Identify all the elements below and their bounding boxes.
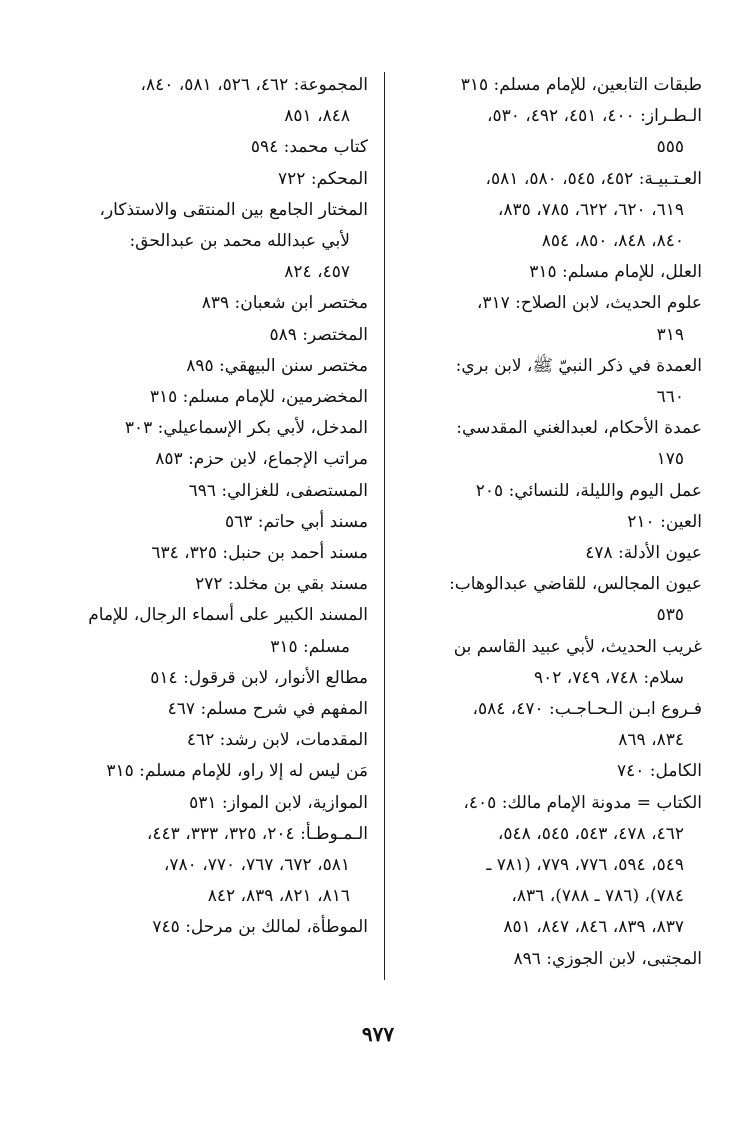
index-entry-line: ٥٥٥: [656, 137, 684, 158]
index-entry-line: ٤٥٧، ٨٢٤: [284, 262, 350, 283]
column-divider: [384, 72, 385, 980]
index-entry-line: مسند أبي حاتم: ٥٦٣: [224, 511, 368, 532]
index-entry-line: العين: ٢١٠: [627, 511, 702, 532]
index-entry-line: مسند أحمد بن حنبل: ٣٢٥، ٦٣٤: [151, 543, 368, 564]
index-entry-line: المخضرمين، للإمام مسلم: ٣١٥: [149, 387, 368, 408]
index-entry-line: مراتب الإجماع، لابن حزم: ٨٥٣: [155, 449, 368, 470]
index-entry-line: مَن ليس له إلا راو، للإمام مسلم: ٣١٥: [106, 761, 368, 782]
index-entry-line: علوم الحديث، لابن الصلاح: ٣١٧،: [476, 293, 702, 314]
index-entry-line: ٦١٩، ٦٢٠، ٦٢٢، ٧٨٥، ٨٣٥،: [497, 199, 684, 220]
index-entry-line: المفهم في شرح مسلم: ٤٦٧: [167, 699, 368, 720]
index-entry-line: العـتـبيـة: ٤٥٢، ٥٤٥، ٥٨٠، ٥٨١،: [485, 168, 702, 189]
index-entry-line: المدخل، لأبي بكر الإسماعيلي: ٣٠٣: [124, 418, 368, 439]
index-entry-line: مسلم: ٣١٥: [270, 636, 350, 657]
index-entry-line: فـروع ابـن الـحـاجـب: ٤٧٠، ٥٨٤،: [472, 699, 702, 720]
index-entry-line: الـطـراز: ٤٠٠، ٤٥١، ٤٩٢، ٥٣٠،: [486, 106, 702, 127]
index-entry-line: ٤٦٢، ٤٧٨، ٥٤٣، ٥٤٥، ٥٤٨،: [497, 823, 684, 844]
index-entry-line: ٦٦٠: [656, 387, 684, 408]
index-entry-line: ٣١٩: [656, 324, 684, 345]
index-entry-line: ٥٣٥: [656, 605, 684, 626]
index-entry-line: المختار الجامع بين المنتقى والاستذكار،: [99, 199, 368, 220]
index-entry-line: المجموعة: ٤٦٢، ٥٢٦، ٥٨١، ٨٤٠،: [140, 75, 368, 95]
index-entry-line: المستصفى، للغزالي: ٦٩٦: [188, 480, 368, 501]
index-entry-line: المجتبى، لابن الجوزي: ٨٩٦: [513, 948, 702, 969]
index-entry-line: ٥٤٩، ٥٩٤، ٧٧٦، ٧٧٩، (٧٨١ ـ: [486, 855, 684, 876]
index-entry-line: الموطأة، لمالك بن مرحل: ٧٤٥: [152, 917, 368, 938]
index-column-left: [56, 70, 368, 944]
index-entry-line: المسند الكبير على أسماء الرجال، للإمام: [88, 605, 368, 626]
index-entry-line: مطالع الأنوار، لابن قرقول: ٥١٤: [150, 667, 368, 688]
index-entry-line: طبقات التابعين، للإمام مسلم: ٣١٥: [460, 75, 702, 95]
index-entry-line: الكتاب = مدونة الإمام مالك: ٤٠٥،: [463, 792, 702, 813]
index-entry-line: مختصر ابن شعبان: ٨٣٩: [201, 293, 368, 314]
index-page: [56, 70, 702, 1010]
index-entry-line: ٧٨٤)، (٧٨٦ ـ ٧٨٨)، ٨٣٦،: [511, 886, 684, 907]
index-entry-line: عمدة الأحكام، لعبدالغني المقدسي:: [456, 418, 702, 439]
index-entry-line: لأبي عبدالله محمد بن عبدالحق:: [129, 231, 350, 252]
index-entry-line: ١٧٥: [656, 449, 684, 470]
index-entry-line: غريب الحديث، لأبي عبيد القاسم بن: [453, 636, 702, 657]
index-entry-line: مختصر سنن البيهقي: ٨٩٥: [186, 355, 368, 376]
index-entry-line: الـمـوطـأ: ٢٠٤، ٣٢٥، ٣٣٣، ٤٤٣،: [146, 823, 368, 844]
index-entry-line: ٨٣٤، ٨٦٩: [618, 730, 684, 751]
index-entry-line: عيون المجالس، للقاضي عبدالوهاب:: [449, 574, 702, 595]
index-entry-line: عمل اليوم والليلة، للنسائي: ٢٠٥: [475, 480, 702, 501]
index-entry-line: ٨٣٧، ٨٣٩، ٨٤٦، ٨٤٧، ٨٥١: [503, 917, 684, 938]
index-entry-line: كتاب محمد: ٥٩٤: [250, 137, 368, 158]
index-entry-line: المقدمات، لابن رشد: ٤٦٢: [186, 730, 368, 751]
index-entry-line: الموازية، لابن المواز: ٥٣١: [189, 792, 368, 813]
index-entry-line: المختصر: ٥٨٩: [269, 324, 368, 345]
index-entry-line: المحكم: ٧٢٢: [278, 168, 368, 189]
index-entry-line: ٨٤٨، ٨٥١: [284, 106, 350, 127]
index-entry-line: العلل، للإمام مسلم: ٣١٥: [529, 262, 702, 283]
index-entry-line: ٥٨١، ٦٧٢، ٧٦٧، ٧٧٠، ٧٨٠،: [163, 855, 350, 876]
index-entry-line: الكامل: ٧٤٠: [617, 761, 702, 782]
index-entry-line: مسند بقي بن مخلد: ٢٧٢: [195, 574, 368, 595]
page-number: ٩٧٧: [361, 1022, 395, 1046]
index-entry-line: ٨١٦، ٨٢١، ٨٣٩، ٨٤٢: [207, 886, 350, 907]
index-entry-line: العمدة في ذكر النبيّ ﷺ، لابن بري:: [455, 355, 702, 376]
index-entry-line: سلام: ٧٤٨، ٧٤٩، ٩٠٢: [533, 667, 684, 688]
index-column-right: [390, 70, 702, 975]
index-entry-line: ٨٤٠، ٨٤٨، ٨٥٠، ٨٥٤: [541, 231, 684, 252]
index-entry-line: عيون الأدلة: ٤٧٨: [585, 543, 702, 564]
